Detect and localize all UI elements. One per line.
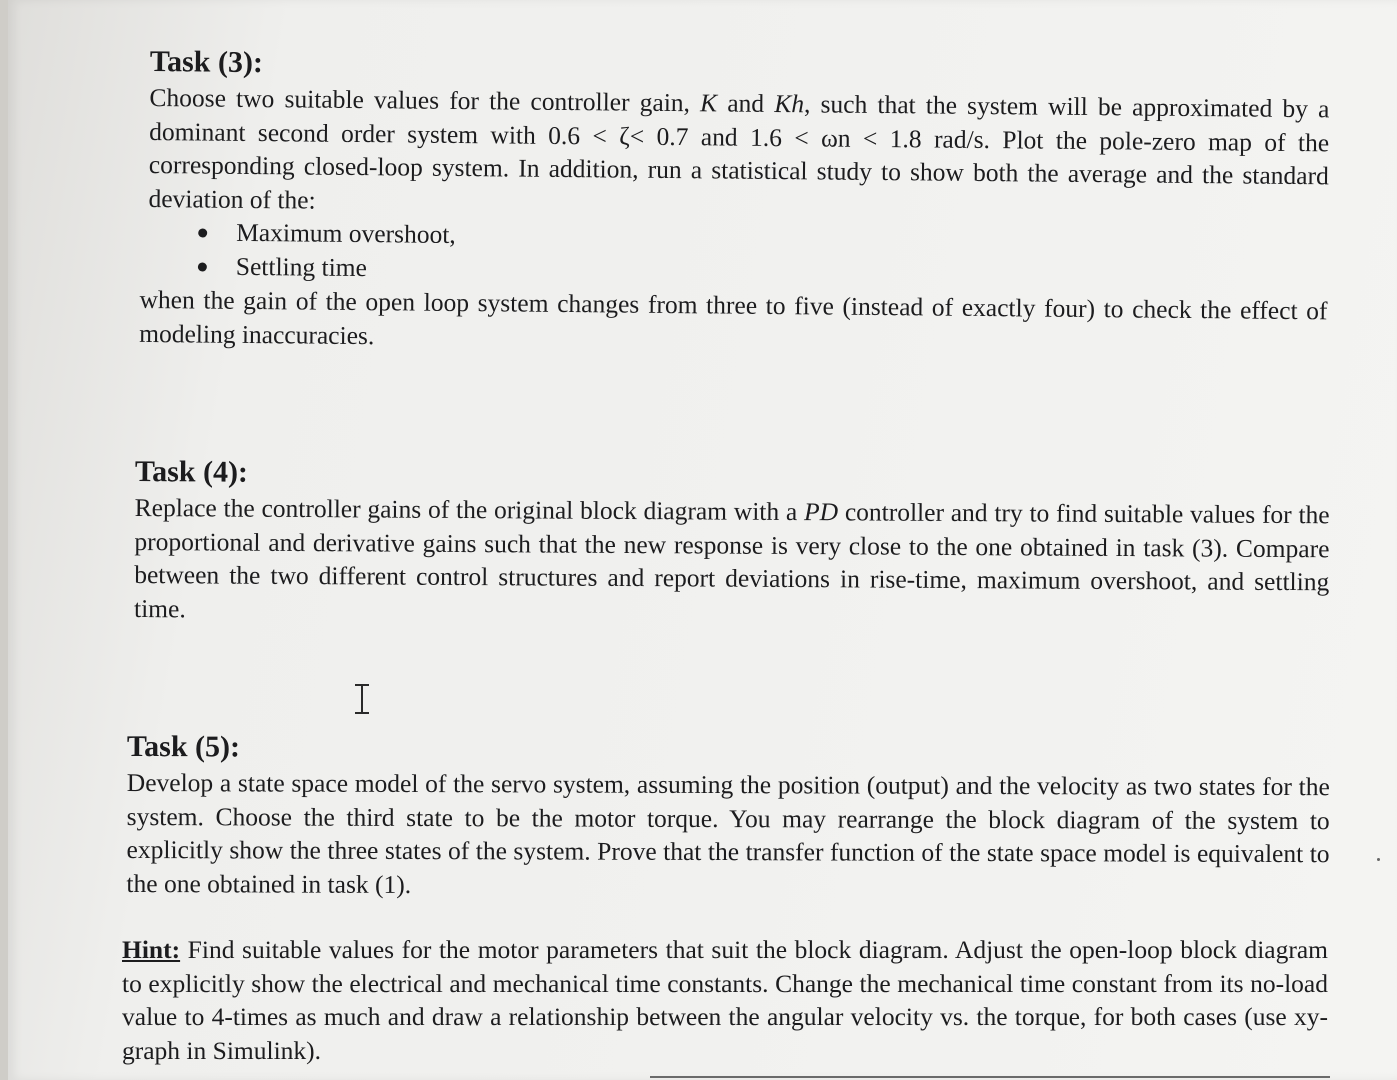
hint-section — [122, 933, 1328, 1067]
task-3-title: Task (3): — [149, 45, 264, 80]
paper-speck — [1377, 858, 1380, 861]
page-bottom-rule — [650, 1076, 1330, 1078]
task-3-text-rest: , such that the system will be approximated by a dominant second order system with 0.6 < ζ< 0.7 and 1.6 < ωn < 1.8 rad/s. Plot the pole-zero map of the corresponding closed-loop system. In addition, run a statistical study to show both the average and the standard deviation of the: — [148, 89, 1330, 215]
controller-gain-k: K — [700, 88, 718, 118]
task-3-section — [139, 45, 1330, 361]
bullet-dot-icon — [198, 262, 207, 271]
hint-label: Hint: — [122, 935, 181, 964]
bullet-text-settling-time: Settling time — [235, 251, 368, 283]
task-4-title: Task (4): — [134, 455, 249, 489]
text-cursor-icon — [352, 683, 372, 715]
task-3-text-start: Choose two suitable values for the controller gain, — [149, 82, 701, 118]
pd-controller-term: PD — [804, 497, 839, 527]
hint-paragraph — [122, 933, 1328, 1067]
task-3-and: and — [717, 88, 775, 118]
task-3-bullet-list — [148, 215, 1329, 294]
task-3-closing: when the gain of the open loop system changes from three to five (instead of exactly four) to check the effect of modeling inaccuracies. — [139, 284, 1328, 350]
task-4-text-start: Replace the controller gains of the original block diagram with a — [134, 492, 805, 527]
task-4-description — [134, 491, 1330, 632]
task-5-section — [126, 730, 1330, 904]
bullet-dot-icon — [198, 228, 207, 237]
task-5-description: Develop a state space model of the servo system, assuming the position (output) and the velocity as two states for the system. Choose the third state to be the motor torque. You may rearrange the block diagram of the system to explicitly show the three states of the system. Prove that the transfer function of the state space model is equivalent to the one obtained in task (1). — [126, 767, 1330, 899]
hint-text: Find suitable values for the motor parameters that suit the block diagram. Adjust the open-loop block diagram to explicitly show the electrical and mechanical time constants. Change the mechanical time constant from its no-load value to 4-times as much and draw a relationship between the angular velocity vs. the torque, for both cases (use xy-graph in Simulink). — [122, 935, 1328, 1065]
controller-gain-kh: Kh — [774, 88, 805, 119]
task-5-title: Task (5): — [126, 730, 241, 764]
task-4-section — [134, 455, 1330, 632]
page-left-edge — [0, 0, 8, 1080]
task-4-text-rest: controller and try to find suitable values for the proportional and derivative gains such that the new response is very close to the one obtained in task (3). Compare between the two different control structures and report deviations in rise-time, maximum overshoot, and settling time. — [133, 497, 1330, 623]
task-3-description — [148, 81, 1329, 226]
bullet-text-overshoot: Maximum overshoot, — [236, 217, 456, 249]
